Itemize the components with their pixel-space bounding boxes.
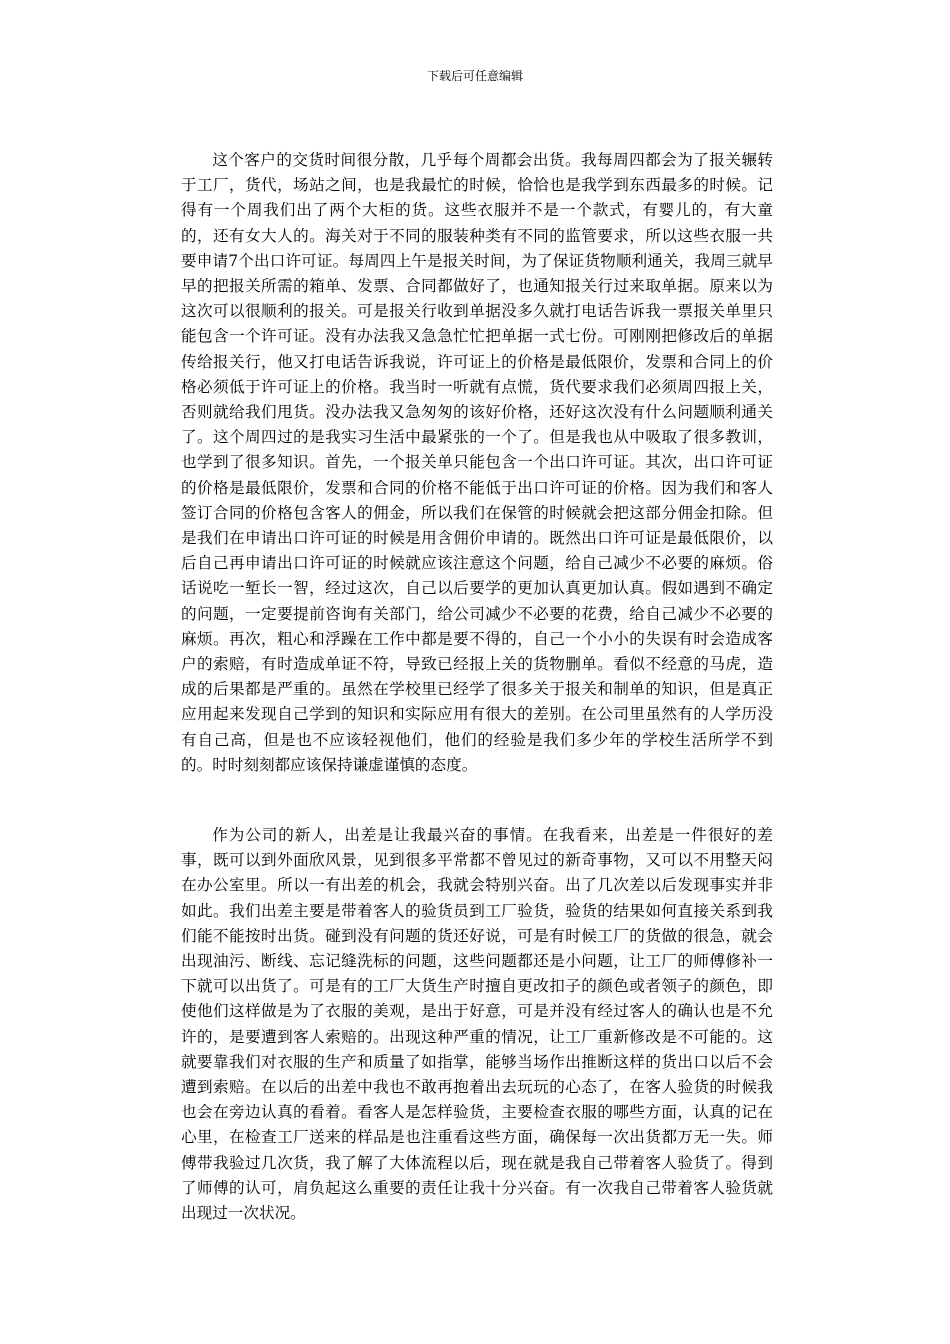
body-paragraph-2: 作为公司的新人，出差是让我最兴奋的事情。在我看来，出差是一件很好的差事，既可以到外面欣风景，见到很多平常都不曾见过的新奇事物，又可以不用整天闷在办公室里。所以一有出差的机会，我就会特别兴奋。出了几次差以后发现事实并非如此。我们出差主要是带着客人的验货员到工厂验货，验货的结果如何直接关系到我们能不能按时出货。碰到没有问题的货还好说，可是有时候工厂的货做的很急，就会出现油污、断线、忘记缝洗标的问题，这些问题都还是小问题，让工厂的师傅修补一下就可以出货了。可是有的工厂大货生产时擅自更改扣子的颜色或者领子的颜色，即使他们这样做是为了衣服的美观，是出于好意，可是并没有经过客人的确认也是不允许的，是要遭到客人索赔的。出现这种严重的情况，让工厂重新修改是不可能的。这就要靠我们对衣服的生产和质量了如指掌，能够当场作出推断这样的货出口以后不会遭到索赔。在以后的出差中我也不敢再抱着出去玩玩的心态了，在客人验货的时候我也会在旁边认真的看着。看客人是怎样验货，主要检查衣服的哪些方面，认真的记在心里，在检查工厂送来的样品是也注重看这些方面，确保每一次出货都万无一失。师傅带我验过几次货，我了解了大体流程以后，现在就是我自己带着客人验货了。得到了师傅的认可，肩负起这么重要的责任让我十分兴奋。有一次我自己带着客人验货就出现过一次状况。 [181, 826, 773, 1223]
body-paragraph-1: 这个客户的交货时间很分散，几乎每个周都会出货。我每周四都会为了报关辗转于工厂，货代，场站之间，也是我最忙的时候，恰恰也是我学到东西最多的时候。记得有一个周我们出了两个大柜的货。这些衣服并不是一个款式，有婴儿的，有大童的，还有女大人的。海关对于不同的服装种类有不同的监管要求，所以这些衣服一共要申请7个出口许可证。每周四上午是报关时间，为了保证货物顺利通关，我周三就早早的把报关所需的箱单、发票、合同都做好了，也通知报关行过来取单据。原来以为这次可以很顺利的报关。可是报关行收到单据没多久就打电话告诉我一票报关单里只能包含一个许可证。没有办法我又急急忙忙把单据一式七份。可刚刚把修改后的单据传给报关行，他又打电话告诉我说，许可证上的价格是最低限价，发票和合同上的价格必须低于许可证上的价格。我当时一听就有点慌，货代要求我们必须周四报上关，否则就给我们甩货。没办法我又急匆匆的该好价格，还好这次没有什么问题顺利通关了。这个周四过的是我实习生活中最紧张的一个了。但是我也从中吸取了很多教训，也学到了很多知识。首先，一个报关单只能包含一个出口许可证。其次，出口许可证的价格是最低限价，发票和合同的价格不能低于出口许可证的价格。因为我们和客人签订合同的价格包含客人的佣金，所以我们在保管的时候就会把这部分佣金扣除。但是我们在申请出口许可证的时候是用含佣价申请的。既然出口许可证是最低限价，以后自己再申请出口许可证的时候就应该注意这个问题，给自己减少不必要的麻烦。俗话说吃一堑长一智，经过这次，自己以后要学的更加认真更加认真。假如遇到不确定的问题，一定要提前咨询有关部门，给公司减少不必要的花费，给自己减少不必要的麻烦。再次，粗心和浮躁在工作中都是要不得的，自己一个小小的失误有时会造成客户的索赔，有时造成单证不符，导致已经报上关的货物删单。看似不经意的马虎，造成的后果都是严重的。虽然在学校里已经学了很多关于报关和制单的知识，但是真正应用起来发现自己学到的知识和实际应用有很大的差别。在公司里虽然有的人学历没有自己高，但是也不应该轻视他们，他们的经验是我们多少年的学校生活所学不到的。时时刻刻都应该保持谦虚谨慎的态度。 [181, 151, 773, 774]
page-header-caption: 下载后可任意编辑 [426, 69, 523, 83]
